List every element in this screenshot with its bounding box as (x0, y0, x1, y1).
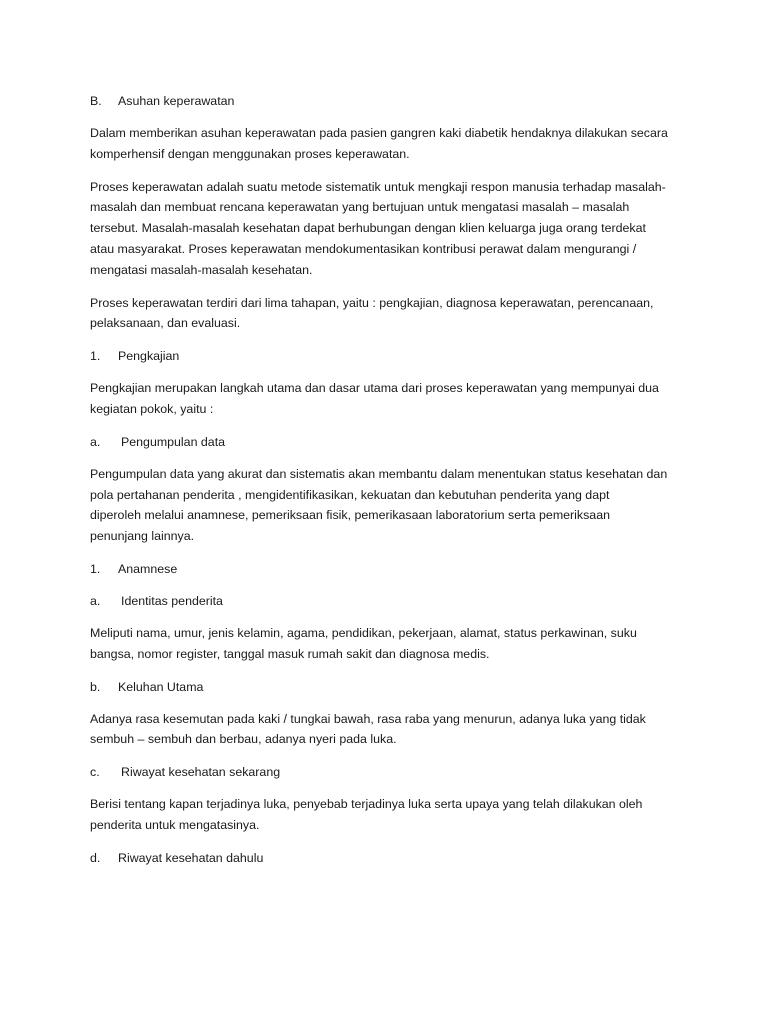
section-marker: c. (90, 765, 100, 780)
section-title: Riwayat kesehatan dahulu (118, 850, 264, 865)
paragraph: Proses keperawatan adalah suatu metode sistematik untuk mengkaji respon manusia terhadap masalah- masalah dan membuat rencana keperawatan yang bertujuan untuk mengatasi masalah – masalah tersebut. Masalah-masalah kesehatan dapat berhubungan dengan klien keluarga juga orang terdekat atau masyarakat. Proses keperawatan mendokumentasikan kontribusi perawat dalam mengurangi / mengatasi masalah-masalah kesehatan. (90, 179, 666, 277)
section-heading-anamnese (90, 559, 688, 579)
section-marker: b. (90, 679, 101, 694)
section-title: Pengkajian (118, 349, 180, 364)
section-heading-identitas-penderita (90, 591, 688, 611)
section-heading-riwayat-kesehatan-sekarang (90, 762, 688, 782)
section-title: Keluhan Utama (118, 679, 204, 694)
section-title: Asuhan keperawatan (118, 94, 235, 108)
paragraph: Berisi tentang kapan terjadinya luka, penyebab terjadinya luka serta upaya yang telah dilakukan oleh penderita untuk mengatasinya. (90, 797, 643, 832)
section-title: Pengumpulan data (121, 434, 226, 449)
section-marker: d. (90, 850, 101, 865)
section-title: Identitas penderita (121, 593, 223, 608)
section-heading-asuhan-keperawatan (90, 91, 688, 111)
paragraph: Adanya rasa kesemutan pada kaki / tungkai bawah, rasa raba yang menurun, adanya luka yang tidak sembuh – sembuh dan berbau, adanya nyeri pada luka. (90, 711, 646, 747)
section-title: Anamnese (118, 561, 178, 576)
paragraph: Pengkajian merupakan langkah utama dan dasar utama dari proses keperawatan yang mempunyai dua kegiatan pokok, yaitu : (90, 381, 659, 416)
paragraph: Dalam memberikan asuhan keperawatan pada pasien gangren kaki diabetik hendaknya dilakukan secara komperhensif dengan menggunakan proses keperawatan. (90, 126, 668, 161)
section-heading-pengkajian (90, 346, 688, 366)
paragraph: Proses keperawatan terdiri dari lima tahapan, yaitu : pengkajian, diagnosa keperawatan, perencanaan, pelaksanaan, dan evaluasi. (90, 295, 654, 331)
section-heading-riwayat-kesehatan-dahulu (90, 848, 688, 868)
section-marker: a. (90, 434, 101, 449)
section-marker: 1. (90, 349, 101, 364)
section-title: Riwayat kesehatan sekarang (121, 765, 281, 780)
paragraph: Pengumpulan data yang akurat dan sistematis akan membantu dalam menentukan status kesehatan dan pola pertahanan penderita , mengidentifikasikan, kekuatan dan kebutuhan penderita yang dapt diperoleh melalui anamnese, pemeriksaan fisik, pemerikasaan laboratorium serta pemeriksaan penunjang lainnya. (90, 466, 668, 544)
section-marker: a. (90, 593, 101, 608)
paragraph: Meliputi nama, umur, jenis kelamin, agama, pendidikan, pekerjaan, alamat, status perkawinan, suku bangsa, nomor register, tanggal masuk rumah sakit dan diagnosa medis. (90, 625, 637, 661)
section-marker: B. (90, 94, 102, 108)
section-marker: 1. (90, 561, 101, 576)
section-heading-keluhan-utama (90, 677, 688, 697)
section-heading-pengumpulan-data (90, 432, 688, 452)
